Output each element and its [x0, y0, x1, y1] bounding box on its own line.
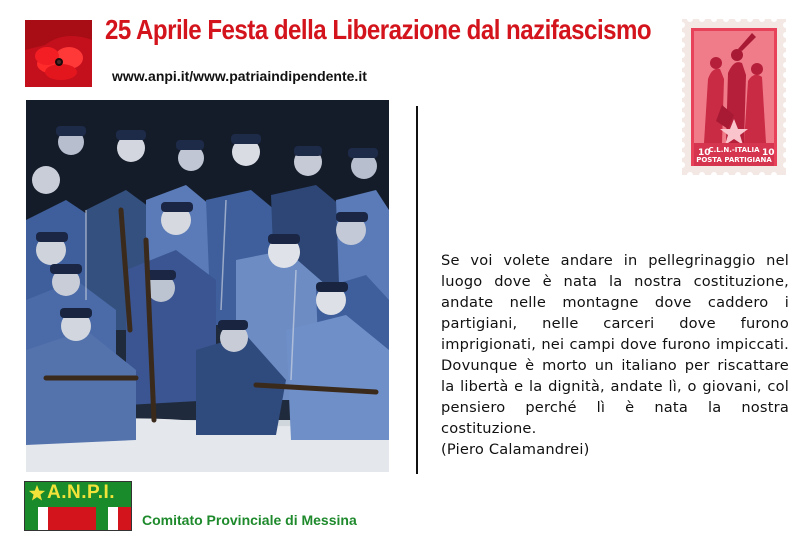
stamp-country: C.L.N.-ITALIA: [708, 146, 760, 154]
vertical-divider: [416, 106, 418, 474]
stamp-value-left: 10: [698, 148, 711, 158]
quote-author: (Piero Calamandrei): [441, 441, 590, 458]
calamandrei-quote: [441, 250, 789, 460]
quote-text: Se voi volete andare in pellegrinaggio nel luogo dove è nata la nostra costituzione, andate nelle montagne dove caddero i partigiani, nelle carceri dove furono imprigionati, nei campi dove furono impiccati. Dovunque è morto un italiano per riscattare la libertà e la dignità, andate lì, o giovani, col pensiero perché lì è nata la nostra costituzione.: [441, 252, 789, 437]
anpi-logo: [24, 481, 132, 531]
poppy-image: [25, 20, 92, 87]
partisan-stamp: [682, 19, 786, 175]
stamp-caption: POSTA PARTIGIANA: [696, 156, 772, 164]
stamp-value-right: 10: [762, 148, 775, 158]
anpi-logo-text: A.N.P.I.: [47, 482, 116, 503]
tricolor-flag-icon: [25, 507, 131, 531]
website-link[interactable]: www.anpi.it/www.patriaindipendente.it: [112, 68, 367, 84]
committee-name: Comitato Provinciale di Messina: [142, 512, 357, 528]
star-icon: [28, 484, 46, 502]
partisans-painting: [26, 100, 389, 472]
page-title: 25 Aprile Festa della Liberazione dal nazifascismo: [105, 14, 652, 45]
